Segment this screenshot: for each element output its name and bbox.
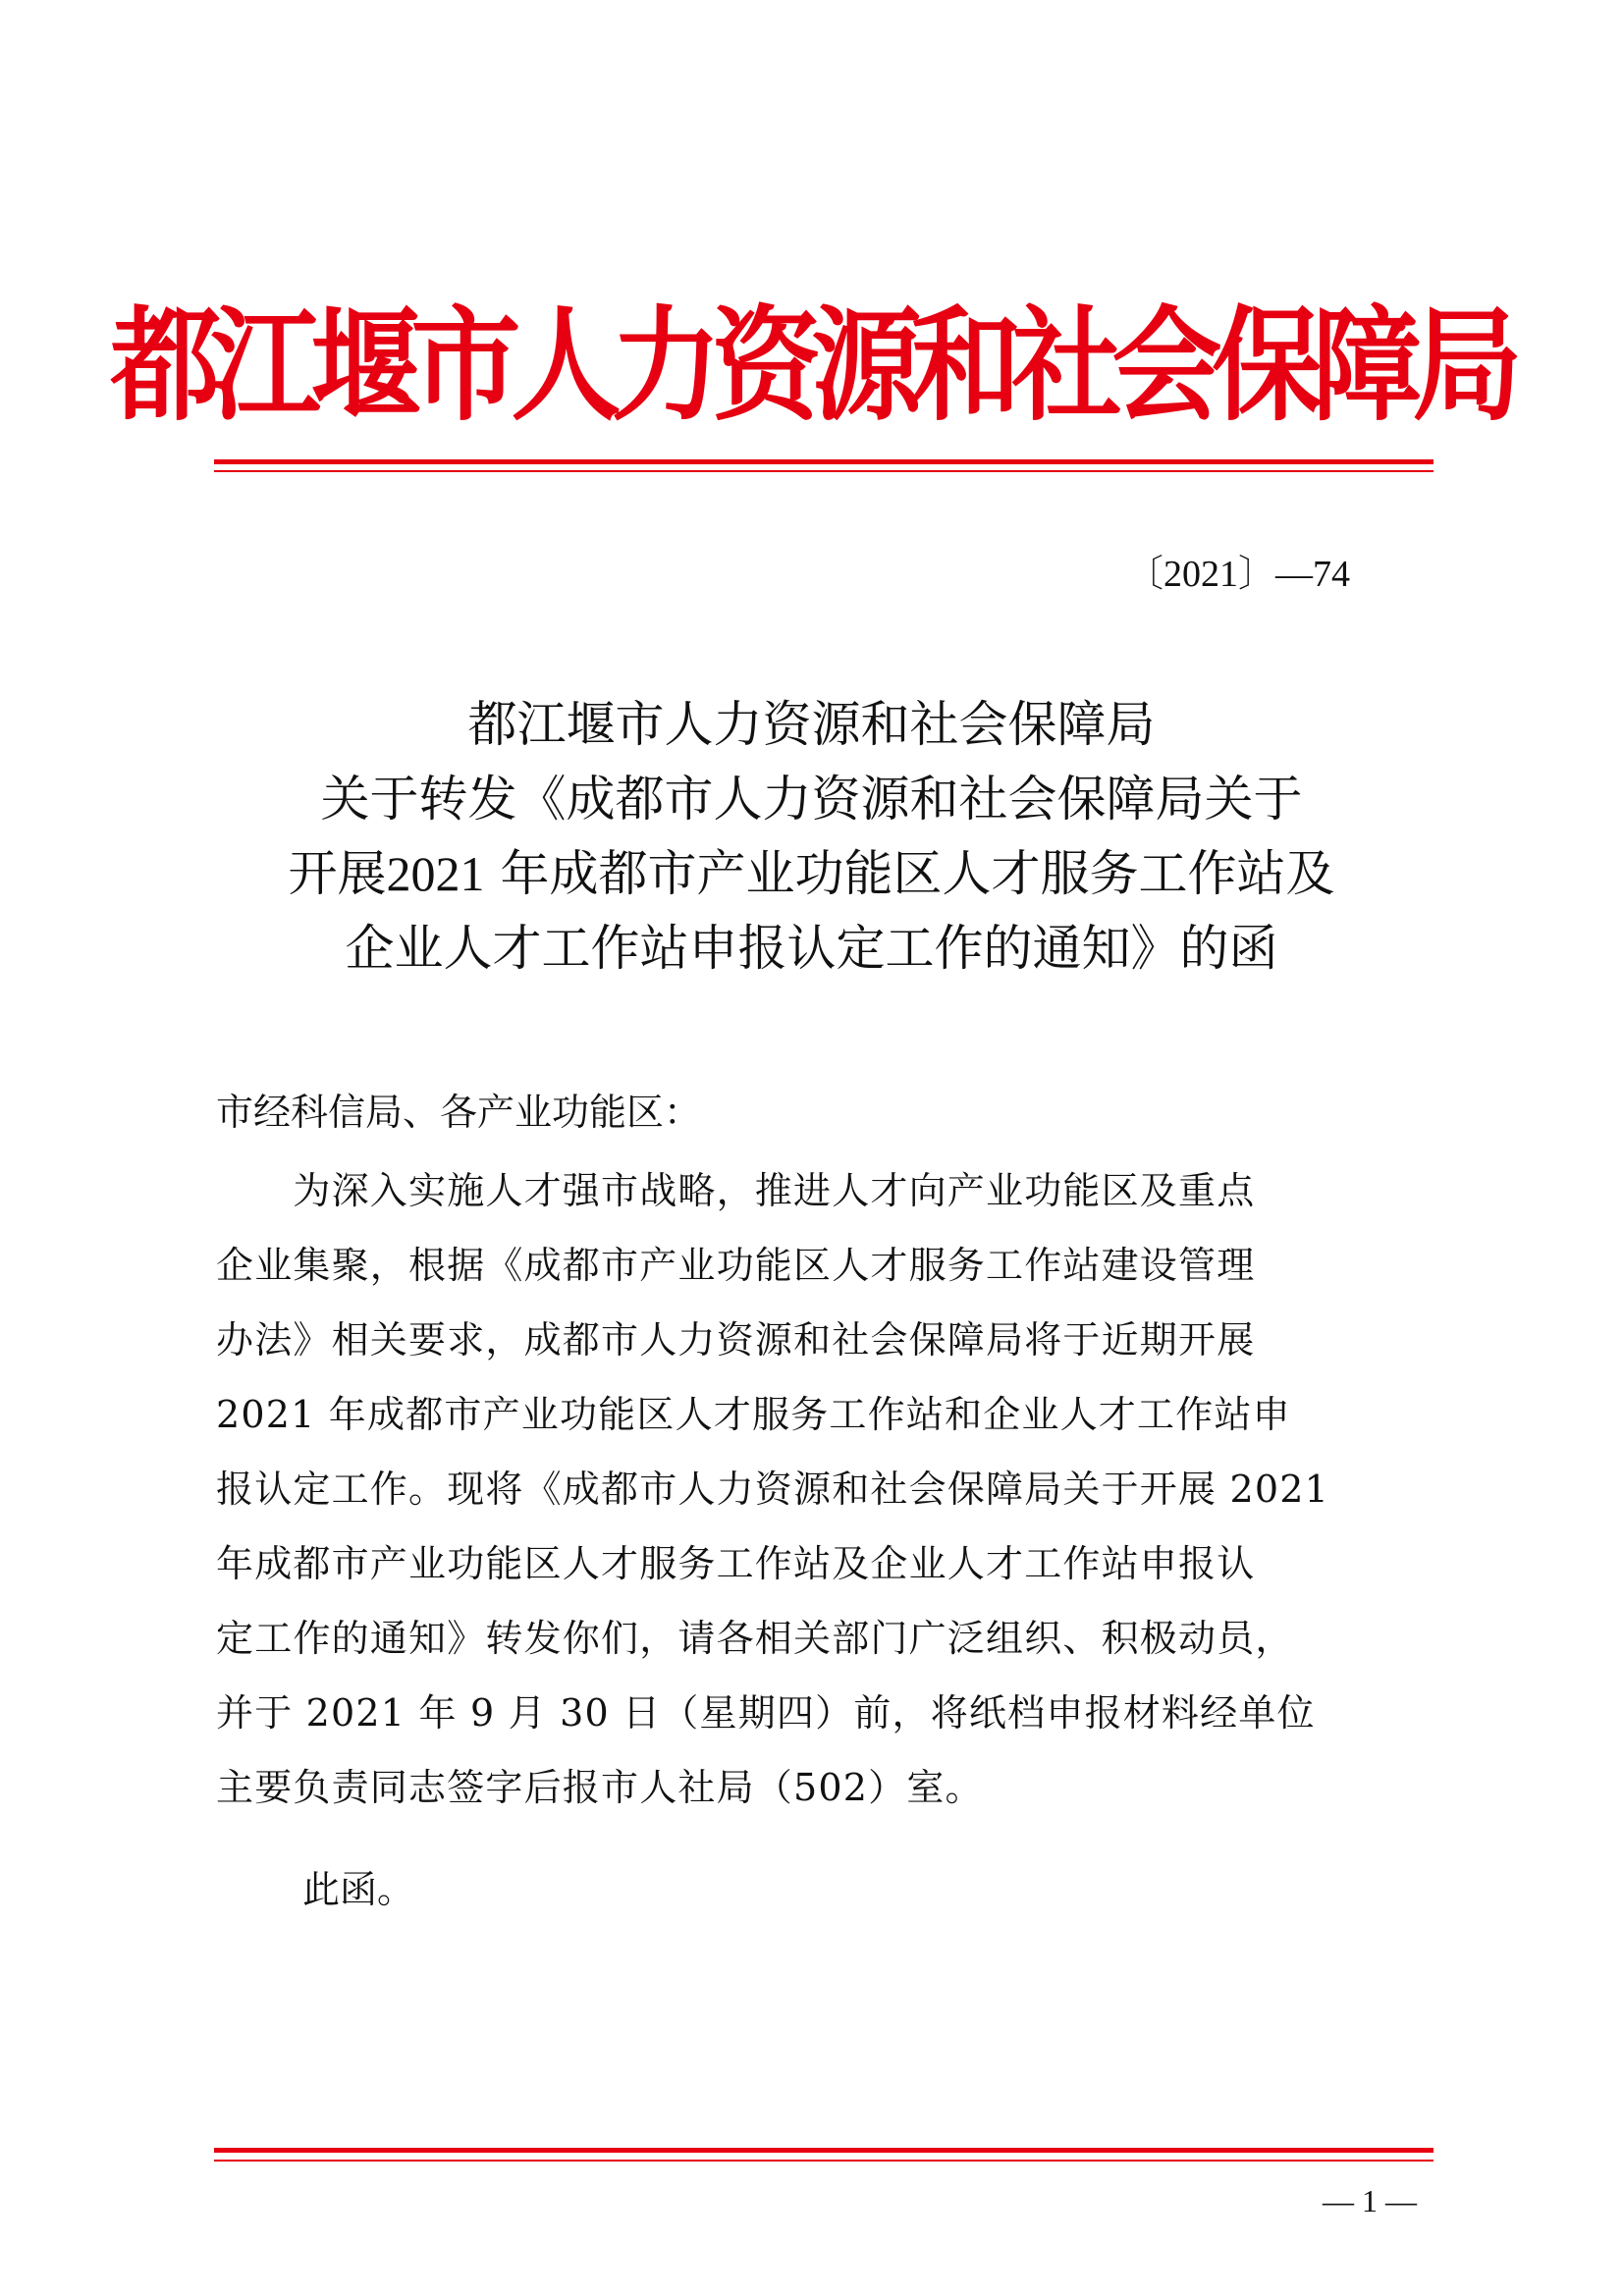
page-number: — 1 — [1323,2183,1417,2218]
body-text [216,1166,1409,1838]
body-line: 年成都市产业功能区人才服务工作站及企业人才工作站申报认 [216,1542,1256,1585]
recipient-line: 市经科信局、各产业功能区： [216,1091,702,1134]
header-rule-thick [214,459,1434,464]
body-line: 定工作的通知》转发你们，请各相关部门广泛组织、积极动员， [216,1617,1294,1660]
document-number: 〔2021〕—74 [1125,554,1350,595]
title-line-3-year: 2021 [386,846,485,901]
body-line: 办法》相关要求，成都市人力资源和社会保障局将于近期开展 [216,1318,1256,1362]
body-line: 2021 年成都市产业功能区人才服务工作站和企业人才工作站申 [216,1393,1291,1436]
title-line-2: 关于转发《成都市人力资源和社会保障局关于 [320,771,1303,828]
body-line: 并于 2021 年 9 月 30 日（星期四）前，将纸档申报材料经单位 [216,1691,1316,1735]
body-line: 企业集聚，根据《成都市产业功能区人才服务工作站建设管理 [216,1244,1256,1287]
body-line: 报认定工作。现将《成都市人力资源和社会保障局关于开展 2021 [216,1468,1329,1511]
title-line-3-pre: 开展 [288,845,387,902]
title-line-3-post: 年成都市产业功能区人才服务工作站及 [484,845,1335,902]
title-line-1: 都江堰市人力资源和社会保障局 [467,696,1156,753]
org-header-title: 都江堰市人力资源和社会保障局 [110,294,1513,439]
title-line-3 [0,836,1623,911]
footer-rule-thin [214,2160,1434,2162]
body-line: 为深入实施人才强市战略，推进人才向产业功能区及重点 [216,1169,1256,1212]
body-line: 主要负责同志签字后报市人社局（502）室。 [216,1766,984,1809]
title-line-4: 企业人才工作站申报认定工作的通知》的函 [345,920,1278,977]
closing-text: 此函。 [302,1868,415,1911]
header-rule-thin [214,470,1434,472]
document-title [0,687,1623,986]
footer-rule-thick [214,2148,1434,2153]
